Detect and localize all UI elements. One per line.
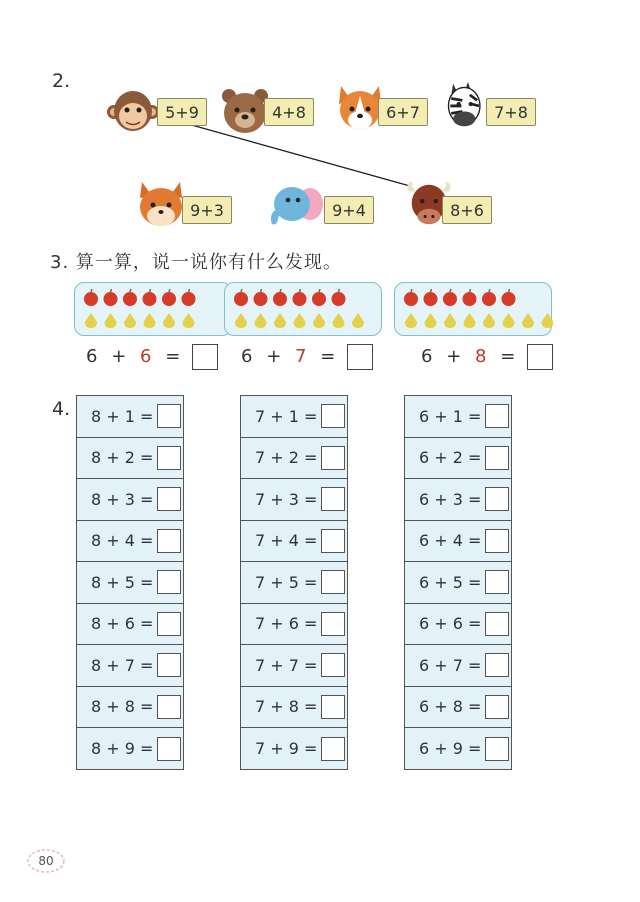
equation-text: 7 + 1 = [255,406,318,426]
answer-box[interactable] [157,695,181,719]
equation-text: 8 + 7 = [91,655,154,675]
equation-text: 8 + 8 = [91,697,154,717]
apple-icon [482,289,496,306]
addend-red: 8 [475,346,487,367]
equation-row [405,728,511,770]
pear-icon [464,313,476,328]
apple-icon [293,289,307,306]
equals-sign: = [165,346,181,367]
apple-icon [312,289,326,306]
apple-icon [123,289,137,306]
equation-text: 8 + 6 = [91,614,154,634]
pear-icon [483,313,495,328]
equation-row [241,645,347,687]
equation-text: 6 + 6 = [419,614,482,634]
answer-box[interactable] [321,737,345,761]
answer-box[interactable] [321,487,345,511]
equation-row [77,687,183,729]
equation-row [241,396,347,438]
equation-text: 6 + 8 = [419,697,482,717]
pear-icon [183,313,195,328]
pear-icon [542,313,554,328]
apple-icon [143,289,157,306]
equation-text: 7 + 2 = [255,448,318,468]
addition-column-6 [404,395,512,770]
equation-text: 8 + 5 = [91,572,154,592]
answer-box[interactable] [192,344,218,370]
equation-text: 7 + 9 = [255,739,318,759]
question-2-number: 2. [52,70,71,92]
equation-row [241,604,347,646]
apple-icon [424,289,438,306]
expr-tag[interactable]: 9+4 [324,196,374,224]
equation-text: 7 + 3 = [255,489,318,509]
equation-row [405,687,511,729]
pear-icon [313,313,325,328]
answer-box[interactable] [321,404,345,428]
expr-tag[interactable]: 7+8 [486,98,536,126]
pear-icon [522,313,534,328]
equation-text: 6 + 7 = [419,655,482,675]
equation-text: 6 + 2 = [419,448,482,468]
pear-icon [163,313,175,328]
expr-tag[interactable]: 9+3 [182,196,232,224]
pear-icon [105,313,117,328]
expr-tag[interactable]: 6+7 [378,98,428,126]
pear-icon [124,313,136,328]
answer-box[interactable] [157,446,181,470]
question-3-number: 3. [50,252,70,273]
apple-icon [162,289,176,306]
pear-icon [144,313,156,328]
equals-sign: = [320,346,336,367]
addend: 6 [421,346,433,367]
equation-row [241,562,347,604]
plus-sign: + [111,346,127,367]
equation-text: 8 + 4 = [91,531,154,551]
equation-text: 6 + 4 = [419,531,482,551]
answer-box[interactable] [321,446,345,470]
apple-icon [234,289,248,306]
pear-icon [333,313,345,328]
apple-row [395,289,553,307]
addend-red: 7 [295,346,307,367]
equation-row [77,604,183,646]
expr-tag[interactable]: 5+9 [157,98,207,126]
equation-text: 7 + 8 = [255,697,318,717]
apple-icon [84,289,98,306]
apple-icon [273,289,287,306]
fruit-box-3 [394,282,552,336]
equation-text: 7 + 6 = [255,614,318,634]
pear-row [395,311,553,329]
question-3-heading [50,248,342,274]
answer-box[interactable] [485,570,509,594]
equation-row [77,562,183,604]
answer-box[interactable] [321,695,345,719]
equation-text: 8 + 3 = [91,489,154,509]
apple-icon [502,289,516,306]
expr-tag[interactable]: 4+8 [264,98,314,126]
equation-text: 8 + 2 = [91,448,154,468]
answer-box[interactable] [485,529,509,553]
equation-row [405,479,511,521]
elephant-icon [262,180,324,230]
pear-icon [235,313,247,328]
equation-text: 7 + 7 = [255,655,318,675]
fruit-box-2 [224,282,382,336]
addition-column-7 [240,395,348,770]
answer-box[interactable] [485,487,509,511]
pear-icon [444,313,456,328]
answer-box[interactable] [485,695,509,719]
pear-icon [425,313,437,328]
pear-icon [405,313,417,328]
pear-icon [352,313,364,328]
fruit-box-1 [74,282,232,336]
apple-row [75,289,233,307]
apple-icon [104,289,118,306]
equation-row [405,521,511,563]
answer-box[interactable] [157,487,181,511]
answer-box[interactable] [485,446,509,470]
equation-text: 8 + 1 = [91,406,154,426]
pear-icon [85,313,97,328]
equation-text: 6 + 3 = [419,489,482,509]
equation-row [405,396,511,438]
expr-tag[interactable]: 8+6 [442,196,492,224]
apple-icon [254,289,268,306]
equation [86,343,218,371]
equation-row [77,521,183,563]
addend: 6 [241,346,253,367]
answer-box[interactable] [321,612,345,636]
plus-sign: + [266,346,282,367]
answer-box[interactable] [157,612,181,636]
equation-row [241,687,347,729]
equation-text: 8 + 9 = [91,739,154,759]
equation-row [77,479,183,521]
equation-text: 6 + 9 = [419,739,482,759]
equation-row [405,438,511,480]
apple-row [225,289,383,307]
answer-box[interactable] [157,529,181,553]
answer-box[interactable] [321,653,345,677]
equation-text: 7 + 4 = [255,531,318,551]
pear-icon [294,313,306,328]
equation-row [405,562,511,604]
squirrel-icon [134,180,188,230]
apple-icon [332,289,346,306]
equals-sign: = [500,346,516,367]
equation-row [77,728,183,770]
page-number: 80 [38,854,54,868]
equation-row [241,521,347,563]
equation-row [77,396,183,438]
pear-row [75,311,233,329]
equation-row [241,438,347,480]
apple-icon [463,289,477,306]
addition-column-8 [76,395,184,770]
equation-row [241,479,347,521]
equation-row [77,438,183,480]
equation [241,343,373,371]
question-3-title: 算一算，说一说你有什么发现。 [75,252,342,273]
equation-row [405,604,511,646]
answer-box[interactable] [157,737,181,761]
pear-icon [503,313,515,328]
answer-box[interactable] [527,344,553,370]
answer-box[interactable] [157,653,181,677]
monkey-icon [106,86,160,136]
apple-icon [443,289,457,306]
answer-box[interactable] [485,653,509,677]
pear-icon [274,313,286,328]
equation-text: 7 + 5 = [255,572,318,592]
addend-red: 6 [140,346,152,367]
apple-icon [182,289,196,306]
answer-box[interactable] [157,404,181,428]
equation [421,343,553,371]
question-4-number: 4. [52,398,71,420]
plus-sign: + [446,346,462,367]
answer-box[interactable] [485,404,509,428]
pear-row [225,311,383,329]
equation-text: 6 + 1 = [419,406,482,426]
page-number-badge [26,848,66,874]
answer-box[interactable] [321,570,345,594]
pear-icon [255,313,267,328]
answer-box[interactable] [321,529,345,553]
answer-box[interactable] [157,570,181,594]
addend: 6 [86,346,98,367]
answer-box[interactable] [347,344,373,370]
equation-row [405,645,511,687]
equation-text: 6 + 5 = [419,572,482,592]
equation-row [241,728,347,770]
answer-box[interactable] [485,612,509,636]
equation-row [77,645,183,687]
apple-icon [404,289,418,306]
answer-box[interactable] [485,737,509,761]
